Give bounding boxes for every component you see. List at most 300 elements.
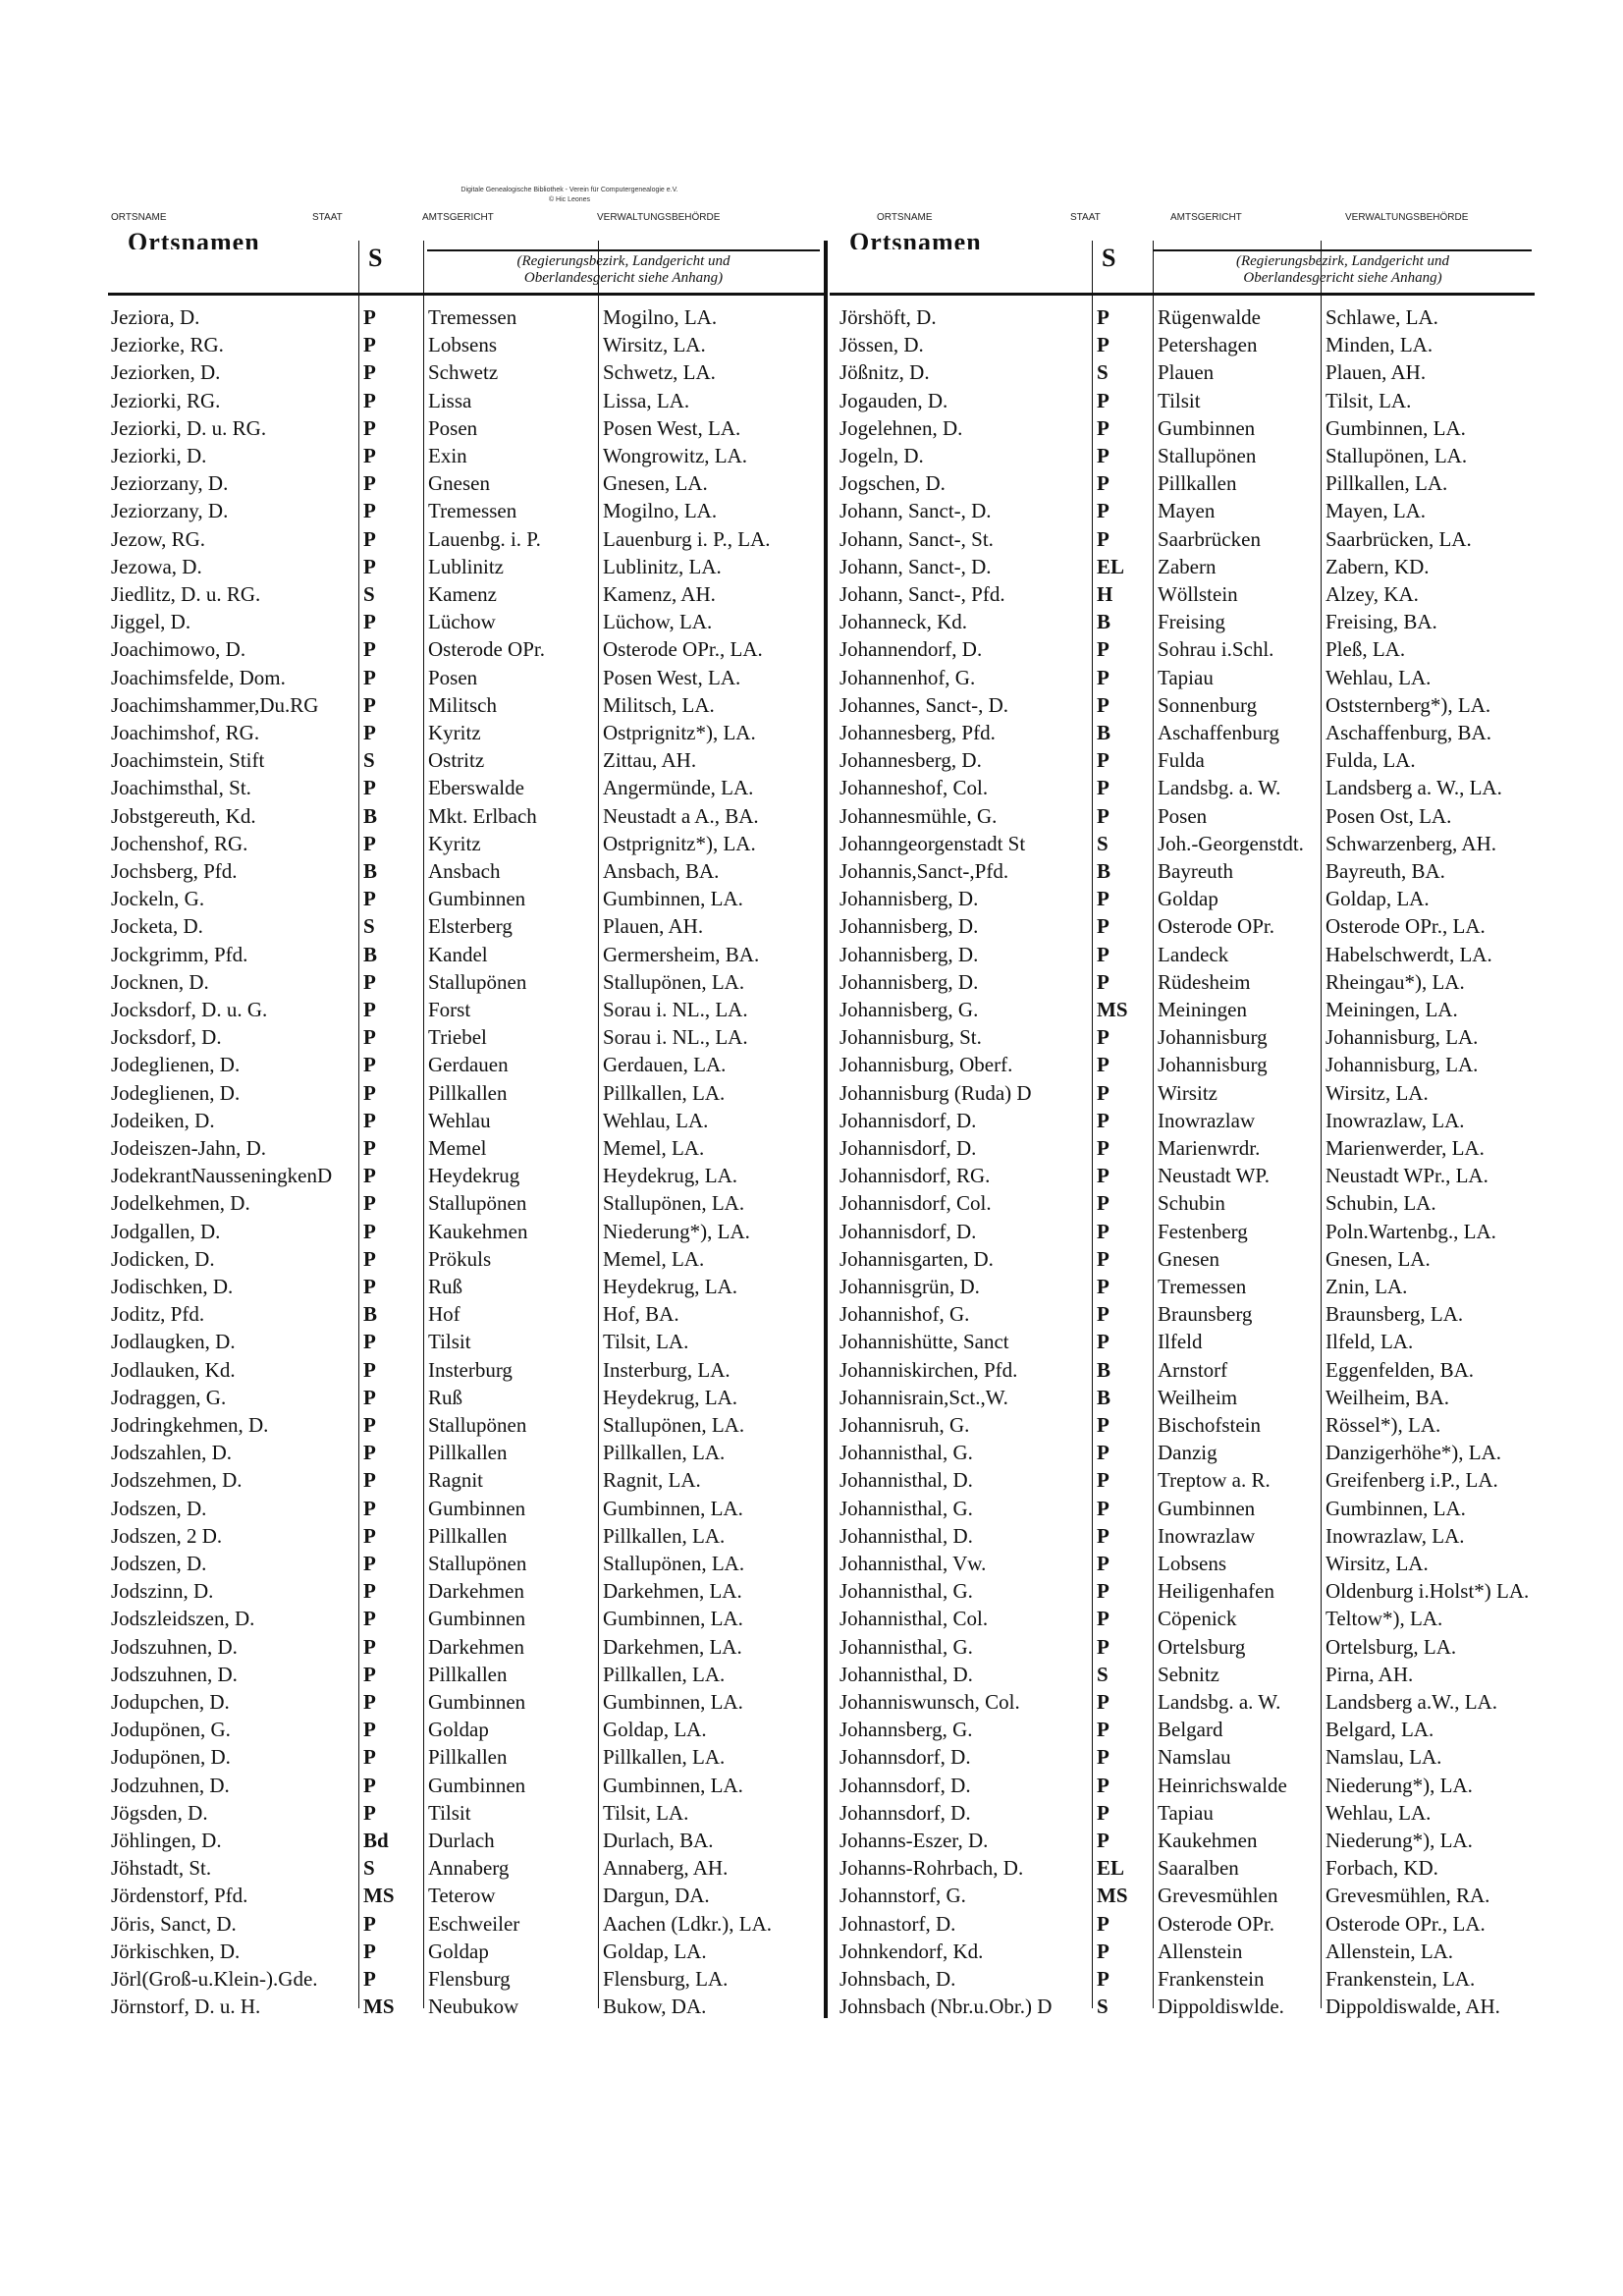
amtsgericht-cell: Lobsens (428, 333, 497, 357)
amtsgericht-cell: Hof (428, 1302, 460, 1327)
verwaltungsbehoerde-cell: Pillkallen, LA. (603, 1745, 726, 1770)
ortsname-cell: Jogschen, D. (839, 471, 946, 496)
verwaltungsbehoerde-cell: Gumbinnen, LA. (1325, 1496, 1466, 1520)
amtsgericht-cell: Sohrau i.Schl. (1158, 637, 1274, 662)
verwaltungsbehoerde-cell: Osterode OPr., LA. (1325, 914, 1486, 939)
amtsgericht-cell: Pillkallen (1158, 471, 1237, 496)
amtsgericht-cell: Mkt. Erlbach (428, 803, 537, 828)
amtsgericht-cell: Landsbg. a. W. (1158, 1690, 1281, 1714)
verwaltungsbehoerde-cell: Landsberg a.W., LA. (1325, 1690, 1497, 1714)
ortsname-cell: Jodszuhnen, D. (111, 1662, 238, 1686)
verwaltungsbehoerde-cell: Saarbrücken, LA. (1325, 526, 1472, 551)
amtsgericht-cell: Allenstein (1158, 1939, 1243, 1963)
verwaltungsbehoerde-cell: Schwarzenberg, AH. (1325, 831, 1496, 855)
staat-cell: P (1097, 1246, 1109, 1271)
header-note-line2: Oberlandesgericht siehe Anhang) (1243, 270, 1442, 286)
amtsgericht-cell: Darkehmen (428, 1579, 524, 1604)
ortsname-cell: Johann, Sanct-, D. (839, 554, 992, 578)
staat-cell: P (363, 1690, 376, 1714)
verwaltungsbehoerde-cell: Mogilno, LA. (603, 305, 718, 329)
staat-cell: EL (1097, 554, 1125, 578)
verwaltungsbehoerde-cell: Pillkallen, LA. (603, 1441, 726, 1465)
ortsname-cell: Jiggel, D. (111, 610, 191, 634)
staat-cell: P (363, 1080, 376, 1105)
verwaltungsbehoerde-cell: Wongrowitz, LA. (603, 444, 748, 467)
verwaltungsbehoerde-cell: Pirna, AH. (1325, 1662, 1414, 1686)
ortsname-cell: Jodraggen, G. (111, 1385, 227, 1409)
verwaltungsbehoerde-cell: Lauenburg i. P., LA. (603, 526, 771, 551)
ortsname-cell: Johannisdorf, RG. (839, 1164, 991, 1188)
verwaltungsbehoerde-cell: Posen Ost, LA. (1325, 803, 1452, 828)
amtsgericht-cell: Lissa (428, 388, 472, 412)
amtsgericht-cell: Schubin (1158, 1191, 1225, 1216)
staat-cell: P (363, 1773, 376, 1797)
ortsname-cell: Johannisberg, D. (839, 942, 979, 966)
ortsname-cell: Johanns-Rohrbach, D. (839, 1856, 1024, 1881)
verwaltungsbehoerde-cell: Tilsit, LA. (603, 1330, 689, 1354)
verwaltungsbehoerde-cell: Aachen (Ldkr.), LA. (603, 1911, 773, 1936)
ortsname-cell: Johannsberg, G. (839, 1718, 973, 1742)
staat-cell: P (363, 610, 376, 634)
amtsgericht-cell: Tapiau (1158, 665, 1214, 689)
ortsname-cell: Jördenstorf, Pfd. (111, 1884, 248, 1908)
ortsname-cell: Jiedlitz, D. u. RG. (111, 582, 261, 606)
ortsname-cell: Jezow, RG. (111, 526, 206, 551)
staat-cell: P (1097, 1053, 1109, 1077)
amtsgericht-cell: Posen (428, 665, 478, 689)
verwaltungsbehoerde-cell: Memel, LA. (603, 1136, 705, 1160)
verwaltungsbehoerde-cell: Oststernberg*), LA. (1325, 692, 1491, 717)
ortsname-cell: Johnsbach, D. (839, 1967, 956, 1991)
column-divider (1153, 241, 1154, 2008)
verwaltungsbehoerde-cell: Niederung*), LA. (603, 1219, 750, 1243)
staat-cell: P (1097, 1191, 1109, 1216)
amtsgericht-cell: Flensburg (428, 1967, 511, 1991)
amtsgericht-cell: Fulda (1158, 748, 1205, 773)
ortsname-cell: Jögsden, D. (111, 1800, 208, 1825)
staat-cell: P (1097, 1523, 1109, 1548)
verwaltungsbehoerde-cell: Heydekrug, LA. (603, 1275, 738, 1298)
ortsname-cell: Johannishütte, Sanct (839, 1330, 1009, 1354)
amtsgericht-cell: Posen (1158, 803, 1208, 828)
verwaltungsbehoerde-cell: Plauen, AH. (1325, 360, 1427, 385)
col-header-ortsname-left: ORTSNAME (111, 212, 167, 223)
staat-cell: Bd (363, 1829, 389, 1852)
ortsname-cell: Johannisdorf, D. (839, 1136, 977, 1160)
amtsgericht-cell: Lüchow (428, 610, 496, 634)
staat-cell: P (1097, 1080, 1109, 1105)
verwaltungsbehoerde-cell: Habelschwerdt, LA. (1325, 942, 1492, 966)
verwaltungsbehoerde-cell: Kamenz, AH. (603, 582, 716, 606)
ortsname-cell: Johanngeorgenstadt St (839, 831, 1026, 855)
verwaltungsbehoerde-cell: Annaberg, AH. (603, 1856, 729, 1881)
verwaltungsbehoerde-cell: Darkehmen, LA. (603, 1634, 742, 1659)
staat-cell: P (363, 1441, 376, 1465)
staat-cell: P (363, 305, 376, 329)
verwaltungsbehoerde-cell: Wirsitz, LA. (1325, 1080, 1429, 1105)
ortsname-cell: Jodeglienen, D. (111, 1053, 241, 1077)
staat-cell: P (363, 1939, 376, 1963)
amtsgericht-cell: Rügenwalde (1158, 305, 1261, 329)
verwaltungsbehoerde-cell: Aschaffenburg, BA. (1325, 721, 1491, 744)
ortsname-cell: Johann, Sanct-, St. (839, 526, 994, 551)
ortsname-cell: Jodszen, D. (111, 1496, 207, 1520)
verwaltungsbehoerde-cell: Heydekrug, LA. (603, 1385, 738, 1409)
staat-cell: P (363, 1496, 376, 1520)
credit-line: Digitale Genealogische Bibliothek - Verein für Computergenealogie e.V. (460, 187, 678, 193)
ortsname-cell: Johanns-Eszer, D. (839, 1829, 989, 1852)
header-ortsnamen: Ortsnamen (128, 228, 260, 249)
staat-cell: P (363, 471, 376, 496)
header-staat-symbol: S (1102, 244, 1116, 272)
ortsname-cell: Joachimshammer,Du.RG (111, 692, 319, 717)
verwaltungsbehoerde-cell: Inowrazlaw, LA. (1325, 1108, 1465, 1132)
verwaltungsbehoerde-cell: Ortelsburg, LA. (1325, 1634, 1457, 1659)
ortsname-cell: Johannisrain,Sct.,W. (839, 1385, 1008, 1409)
staat-cell: B (363, 1302, 378, 1327)
amtsgericht-cell: Forst (428, 998, 471, 1021)
amtsgericht-cell: Grevesmühlen (1158, 1884, 1278, 1908)
verwaltungsbehoerde-cell: Militsch, LA. (603, 692, 715, 717)
amtsgericht-cell: Wirsitz (1158, 1080, 1217, 1105)
staat-cell: P (1097, 665, 1109, 689)
column-divider (1321, 241, 1322, 2008)
verwaltungsbehoerde-cell: Weilheim, BA. (1325, 1385, 1450, 1409)
staat-cell: P (1097, 748, 1109, 773)
staat-cell: B (1097, 859, 1111, 883)
staat-cell: P (1097, 499, 1109, 523)
verwaltungsbehoerde-cell: Neustadt WPr., LA. (1325, 1164, 1488, 1188)
staat-cell: P (1097, 914, 1109, 939)
ortsname-cell: Jodszen, 2 D. (111, 1523, 223, 1548)
verwaltungsbehoerde-cell: Pleß, LA. (1325, 637, 1406, 662)
ortsname-cell: Johannisthal, Vw. (839, 1552, 987, 1575)
staat-cell: P (363, 1662, 376, 1686)
staat-cell: P (363, 887, 376, 911)
staat-cell: P (363, 1275, 376, 1298)
staat-cell: P (363, 1523, 376, 1548)
amtsgericht-cell: Gumbinnen (428, 1690, 526, 1714)
ortsname-cell: Johannisberg, D. (839, 969, 979, 994)
ortsname-cell: Joditz, Pfd. (111, 1302, 205, 1327)
ortsname-cell: Jeziorki, D. (111, 444, 207, 467)
verwaltungsbehoerde-cell: Frankenstein, LA. (1325, 1967, 1476, 1991)
ortsname-cell: Jodlaugken, D. (111, 1330, 236, 1354)
verwaltungsbehoerde-cell: Inowrazlaw, LA. (1325, 1523, 1465, 1548)
ortsname-cell: Jodszahlen, D. (111, 1441, 233, 1465)
amtsgericht-cell: Pillkallen (428, 1662, 508, 1686)
staat-cell: B (363, 859, 378, 883)
amtsgericht-cell: Gerdauen (428, 1053, 509, 1077)
verwaltungsbehoerde-cell: Lublinitz, LA. (603, 554, 722, 578)
amtsgericht-cell: Gumbinnen (428, 1496, 526, 1520)
ortsname-cell: Jöhlingen, D. (111, 1829, 222, 1852)
verwaltungsbehoerde-cell: Rheingau*), LA. (1325, 969, 1465, 994)
ortsname-cell: Jocksdorf, D. u. G. (111, 998, 268, 1021)
col-header-amtsgericht-right: AMTSGERICHT (1170, 212, 1242, 223)
staat-cell: MS (1097, 998, 1128, 1021)
staat-cell: P (1097, 692, 1109, 717)
staat-cell: P (1097, 388, 1109, 412)
ortsname-cell: Jodischken, D. (111, 1275, 234, 1298)
amtsgericht-cell: Meiningen (1158, 998, 1247, 1021)
staat-cell: P (363, 1246, 376, 1271)
verwaltungsbehoerde-cell: Poln.Wartenbg., LA. (1325, 1219, 1496, 1243)
ortsname-cell: Joachimsthal, St. (111, 776, 251, 800)
verwaltungsbehoerde-cell: Dippoldiswalde, AH. (1325, 1995, 1500, 2019)
amtsgericht-cell: Petershagen (1158, 333, 1258, 357)
ortsname-cell: Jörl(Groß-u.Klein-).Gde. (111, 1967, 318, 1991)
staat-cell: P (1097, 942, 1109, 966)
amtsgericht-cell: Goldap (428, 1939, 489, 1963)
amtsgericht-cell: Eschweiler (428, 1911, 520, 1936)
staat-cell: P (363, 1164, 376, 1188)
staat-cell: P (1097, 887, 1109, 911)
staat-cell: P (363, 1053, 376, 1077)
verwaltungsbehoerde-cell: Znin, LA. (1325, 1275, 1408, 1298)
ortsname-cell: Jodringkehmen, D. (111, 1413, 269, 1437)
ortsname-cell: Johannisthal, G. (839, 1441, 973, 1465)
ortsname-cell: Jörshöft, D. (839, 305, 937, 329)
verwaltungsbehoerde-cell: Sorau i. NL., LA. (603, 998, 748, 1021)
verwaltungsbehoerde-cell: Wirsitz, LA. (1325, 1552, 1429, 1575)
verwaltungsbehoerde-cell: Bayreuth, BA. (1325, 859, 1445, 883)
ortsname-cell: Johannsdorf, D. (839, 1800, 971, 1825)
staat-cell: P (363, 1025, 376, 1050)
ortsname-cell: Jodszen, D. (111, 1552, 207, 1575)
verwaltungsbehoerde-cell: Stallupönen, LA. (1325, 444, 1468, 467)
amtsgericht-cell: Stallupönen (428, 1413, 527, 1437)
staat-cell: B (1097, 1357, 1111, 1382)
ortsname-cell: Johannishof, G. (839, 1302, 970, 1327)
amtsgericht-cell: Cöpenick (1158, 1607, 1237, 1631)
verwaltungsbehoerde-cell: Gumbinnen, LA. (603, 1690, 743, 1714)
verwaltungsbehoerde-cell: Forbach, KD. (1325, 1856, 1438, 1881)
verwaltungsbehoerde-cell: Goldap, LA. (603, 1939, 707, 1963)
ortsname-cell: Jochsberg, Pfd. (111, 859, 238, 883)
verwaltungsbehoerde-cell: Alzey, KA. (1325, 582, 1419, 606)
ortsname-cell: Johannstorf, G. (839, 1884, 966, 1908)
amtsgericht-cell: Gumbinnen (428, 1607, 526, 1631)
ortsname-cell: Jockgrimm, Pfd. (111, 942, 248, 966)
amtsgericht-cell: Landsbg. a. W. (1158, 776, 1281, 800)
amtsgericht-cell: Braunsberg (1158, 1302, 1253, 1327)
ortsname-cell: Jöhstadt, St. (111, 1856, 212, 1881)
amtsgericht-cell: Kaukehmen (1158, 1829, 1258, 1852)
column-divider (423, 241, 424, 2008)
staat-cell: P (1097, 1025, 1109, 1050)
ortsname-cell: Johannenhof, G. (839, 665, 976, 689)
amtsgericht-cell: Kyritz (428, 831, 481, 855)
staat-cell: S (363, 748, 375, 773)
staat-cell: P (1097, 1634, 1109, 1659)
verwaltungsbehoerde-cell: Ansbach, BA. (603, 859, 720, 883)
staat-cell: P (1097, 637, 1109, 662)
amtsgericht-cell: Pillkallen (428, 1441, 508, 1465)
ortsname-cell: Johannisthal, D. (839, 1523, 973, 1548)
verwaltungsbehoerde-cell: Wehlau, LA. (1325, 665, 1432, 689)
ortsname-cell: Jodeiken, D. (111, 1108, 215, 1132)
verwaltungsbehoerde-cell: Johannisburg, LA. (1325, 1025, 1479, 1050)
amtsgericht-cell: Teterow (428, 1884, 496, 1908)
amtsgericht-cell: Tapiau (1158, 1800, 1214, 1825)
verwaltungsbehoerde-cell: Niederung*), LA. (1325, 1829, 1473, 1852)
verwaltungsbehoerde-cell: Lissa, LA. (603, 388, 690, 412)
staat-cell: B (363, 803, 378, 828)
header-note (427, 249, 820, 287)
amtsgericht-cell: Lauenbg. i. P. (428, 526, 541, 551)
col-header-amtsgericht-left: AMTSGERICHT (422, 212, 494, 223)
amtsgericht-cell: Johannisburg (1158, 1025, 1268, 1050)
staat-cell: P (363, 360, 376, 385)
staat-cell: P (1097, 1275, 1109, 1298)
verwaltungsbehoerde-cell: Johannisburg, LA. (1325, 1053, 1479, 1077)
amtsgericht-cell: Stallupönen (428, 1552, 527, 1575)
verwaltungsbehoerde-cell: Gumbinnen, LA. (1325, 415, 1466, 440)
amtsgericht-cell: Goldap (428, 1718, 489, 1742)
amtsgericht-cell: Gnesen (1158, 1246, 1219, 1271)
header-note-line2: Oberlandesgericht siehe Anhang) (523, 270, 724, 286)
ortsname-cell: Jodszehmen, D. (111, 1468, 243, 1493)
col-header-verwaltung-right: VERWALTUNGSBEHÖRDE (1345, 212, 1469, 223)
staat-cell: P (363, 1552, 376, 1575)
ortsname-cell: Jörkischken, D. (111, 1939, 241, 1963)
staat-cell: P (1097, 1939, 1109, 1963)
staat-cell: P (1097, 1468, 1109, 1493)
ortsname-cell: Jodszleidszen, D. (111, 1607, 255, 1631)
amtsgericht-cell: Triebel (428, 1025, 487, 1050)
ortsname-cell: Johannisgrün, D. (839, 1275, 980, 1298)
staat-cell: P (363, 499, 376, 523)
amtsgericht-cell: Durlach (428, 1829, 495, 1852)
amtsgericht-cell: Saaralben (1158, 1856, 1239, 1881)
verwaltungsbehoerde-cell: Grevesmühlen, RA. (1325, 1884, 1490, 1908)
verwaltungsbehoerde-cell: Danzigerhöhe*), LA. (1325, 1441, 1502, 1465)
staat-cell: B (363, 942, 378, 966)
staat-cell: P (1097, 776, 1109, 800)
staat-cell: P (363, 554, 376, 578)
amtsgericht-cell: Treptow a. R. (1158, 1468, 1271, 1493)
staat-cell: P (363, 1468, 376, 1493)
amtsgericht-cell: Tremessen (428, 305, 517, 329)
ortsname-cell: Johanniskirchen, Pfd. (839, 1357, 1018, 1382)
verwaltungsbehoerde-cell: Pillkallen, LA. (603, 1080, 726, 1105)
amtsgericht-cell: Posen (428, 415, 478, 440)
verwaltungsbehoerde-cell: Fulda, LA. (1325, 748, 1416, 773)
amtsgericht-cell: Inowrazlaw (1158, 1108, 1256, 1132)
verwaltungsbehoerde-cell: Greifenberg i.P., LA. (1325, 1468, 1498, 1493)
ortsname-cell: Joachimstein, Stift (111, 748, 265, 773)
verwaltungsbehoerde-cell: Pillkallen, LA. (603, 1523, 726, 1548)
amtsgericht-cell: Heinrichswalde (1158, 1773, 1287, 1797)
ortsname-cell: Johannisruh, G. (839, 1413, 970, 1437)
amtsgericht-cell: Neubukow (428, 1995, 519, 2019)
verwaltungsbehoerde-cell: Rössel*), LA. (1325, 1413, 1441, 1437)
col-header-staat-left: STAAT (312, 212, 343, 223)
amtsgericht-cell: Heiligenhafen (1158, 1579, 1274, 1604)
amtsgericht-cell: Namslau (1158, 1745, 1231, 1770)
ortsname-cell: Johannisgarten, D. (839, 1246, 994, 1271)
staat-cell: P (363, 388, 376, 412)
ortsname-cell: Jobstgereuth, Kd. (111, 803, 256, 828)
verwaltungsbehoerde-cell: Stallupönen, LA. (603, 1413, 745, 1437)
ortsname-cell: Jodzuhnen, D. (111, 1773, 230, 1797)
verwaltungsbehoerde-cell: Namslau, LA. (1325, 1745, 1442, 1770)
ortsname-cell: Johannesberg, Pfd. (839, 721, 996, 744)
staat-cell: P (363, 776, 376, 800)
verwaltungsbehoerde-cell: Tilsit, LA. (603, 1800, 689, 1825)
verwaltungsbehoerde-cell: Darkehmen, LA. (603, 1579, 742, 1604)
staat-cell: P (1097, 1330, 1109, 1354)
amtsgericht-cell: Gumbinnen (428, 887, 526, 911)
verwaltungsbehoerde-cell: Bukow, DA. (603, 1995, 707, 2019)
column-divider (358, 241, 359, 2008)
ortsname-cell: Johannisburg, Oberf. (839, 1053, 1013, 1077)
staat-cell: P (1097, 415, 1109, 440)
staat-cell: P (363, 1385, 376, 1409)
amtsgericht-cell: Danzig (1158, 1441, 1217, 1465)
header-staat-symbol: S (368, 244, 383, 272)
ortsname-cell: Johannisdorf, D. (839, 1108, 977, 1132)
verwaltungsbehoerde-cell: Durlach, BA. (603, 1829, 714, 1852)
staat-cell: P (363, 526, 376, 551)
amtsgericht-cell: Eberswalde (428, 776, 524, 800)
staat-cell: P (1097, 1607, 1109, 1631)
ortsname-cell: Jöris, Sanct, D. (111, 1911, 237, 1936)
staat-cell: P (363, 1800, 376, 1825)
verwaltungsbehoerde-cell: Zittau, AH. (603, 748, 697, 773)
ortsname-cell: Jeziorki, RG. (111, 388, 221, 412)
amtsgericht-cell: Tremessen (428, 499, 517, 523)
amtsgericht-cell: Kamenz (428, 582, 497, 606)
ortsname-cell: Johnastorf, D. (839, 1911, 956, 1936)
staat-cell: P (1097, 803, 1109, 828)
amtsgericht-cell: Stallupönen (428, 1191, 527, 1216)
verwaltungsbehoerde-cell: Osterode OPr., LA. (603, 637, 763, 662)
ortsname-cell: Jodicken, D. (111, 1246, 215, 1271)
ortsname-cell: Johann, Sanct-, Pfd. (839, 582, 1005, 606)
verwaltungsbehoerde-cell: Gnesen, LA. (603, 471, 708, 496)
staat-cell: P (363, 1191, 376, 1216)
staat-cell: P (363, 1579, 376, 1604)
staat-cell: P (1097, 1552, 1109, 1575)
amtsgericht-cell: Exin (428, 444, 467, 467)
amtsgericht-cell: Gnesen (428, 471, 490, 496)
amtsgericht-cell: Insterburg (428, 1357, 513, 1382)
amtsgericht-cell: Johannisburg (1158, 1053, 1268, 1077)
ortsname-cell: JodekrantNausseningkenD (111, 1164, 333, 1188)
ortsname-cell: Johanneshof, Col. (839, 776, 989, 800)
staat-cell: P (363, 333, 376, 357)
staat-cell: P (363, 1108, 376, 1132)
verwaltungsbehoerde-cell: Lüchow, LA. (603, 610, 713, 634)
amtsgericht-cell: Ilfeld (1158, 1330, 1203, 1354)
ortsname-cell: Jodupchen, D. (111, 1690, 230, 1714)
ortsname-cell: Joachimowo, D. (111, 637, 246, 662)
amtsgericht-cell: Ansbach (428, 859, 501, 883)
header-note-line1: (Regierungsbezirk, Landgericht und (1235, 253, 1450, 269)
staat-cell: H (1097, 582, 1113, 606)
staat-cell: MS (1097, 1884, 1128, 1908)
ortsname-cell: Jodeglienen, D. (111, 1080, 241, 1105)
ortsname-cell: Johannisthal, D. (839, 1468, 973, 1493)
ortsname-cell: Jocketa, D. (111, 914, 203, 939)
verwaltungsbehoerde-cell: Mayen, LA. (1325, 499, 1427, 523)
amtsgericht-cell: Elsterberg (428, 914, 513, 939)
verwaltungsbehoerde-cell: Stallupönen, LA. (603, 1552, 745, 1575)
verwaltungsbehoerde-cell: Gumbinnen, LA. (603, 1496, 743, 1520)
staat-cell: P (1097, 1413, 1109, 1437)
